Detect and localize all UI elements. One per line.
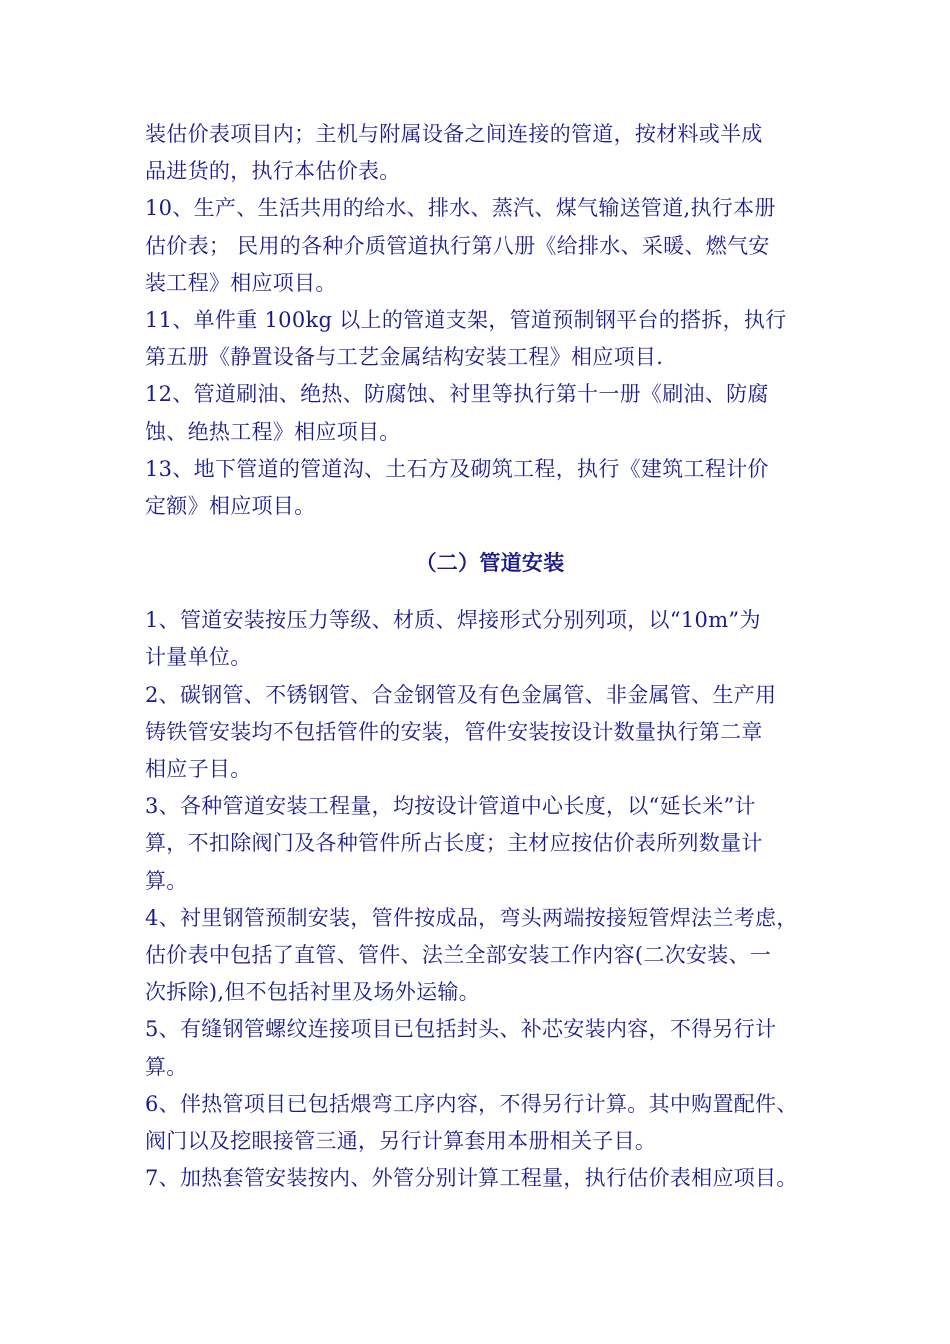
text-line: 相应子目。 bbox=[145, 757, 252, 782]
text-line: 铸铁管安装均不包括管件的安装，管件安装按设计数量执行第二章 bbox=[145, 719, 763, 744]
document-page bbox=[145, 116, 825, 1197]
text-line: 计量单位。 bbox=[145, 645, 252, 670]
list-item-11 bbox=[145, 302, 825, 376]
text-line: 装工程》相应项目。 bbox=[145, 270, 337, 295]
continued-paragraph bbox=[145, 116, 825, 190]
list-item-4 bbox=[145, 900, 825, 1012]
text-line: 11、单件重 100kg 以上的管道支架，管道预制钢平台的搭拆，执行 bbox=[145, 308, 787, 333]
text-line: 1、管道安装按压力等级、材质、焊接形式分别列项，以“10m”为 bbox=[145, 608, 761, 633]
text-line: 6、伴热管项目已包括煨弯工序内容，不得另行计算。其中购置配件、 bbox=[145, 1091, 798, 1116]
list-item-3 bbox=[145, 788, 825, 900]
text-line: 蚀、绝热工程》相应项目。 bbox=[145, 419, 401, 444]
list-item-2 bbox=[145, 677, 825, 789]
text-line: 装估价表项目内；主机与附属设备之间连接的管道，按材料或半成 bbox=[145, 122, 763, 146]
list-item-6 bbox=[145, 1086, 825, 1160]
text-line: 算。 bbox=[145, 868, 188, 893]
text-line: 7、加热套管安装按内、外管分别计算工程量，执行估价表相应项目。 bbox=[145, 1166, 798, 1191]
text-line: 2、碳钢管、不锈钢管、合金钢管及有色金属管、非金属管、生产用 bbox=[145, 682, 777, 707]
text-line: 第五册《静置设备与工艺金属结构安装工程》相应项目. bbox=[145, 345, 664, 370]
text-line: 5、有缝钢管螺纹连接项目已包括封头、补芯安装内容，不得另行计 bbox=[145, 1017, 777, 1042]
text-line: 次拆除),但不包括衬里及场外运输。 bbox=[145, 980, 480, 1005]
list-item-10 bbox=[145, 190, 825, 302]
text-line: 算，不扣除阀门及各种管件所占长度；主材应按估价表所列数量计 bbox=[145, 831, 763, 856]
text-line: 估价表； 民用的各种介质管道执行第八册《给排水、采暖、燃气安 bbox=[145, 233, 770, 258]
list-item-7 bbox=[145, 1160, 825, 1197]
text-line: 算。 bbox=[145, 1054, 188, 1079]
section-heading: （二）管道安装 bbox=[415, 551, 565, 576]
text-line: 3、各种管道安装工程量，均按设计管道中心长度，以“延长米”计 bbox=[145, 794, 756, 819]
list-item-1 bbox=[145, 602, 825, 676]
list-item-12 bbox=[145, 376, 825, 450]
list-item-13 bbox=[145, 451, 825, 525]
text-line: 4、衬里钢管预制安装，管件按成品，弯头两端按接短管焊法兰考虑， bbox=[145, 905, 798, 930]
text-line: 13、地下管道的管道沟、土石方及砌筑工程，执行《建筑工程计价 bbox=[145, 456, 769, 481]
text-line: 阀门以及挖眼接管三通，另行计算套用本册相关子目。 bbox=[145, 1129, 657, 1154]
text-line: 品进货的，执行本估价表。 bbox=[145, 159, 401, 184]
text-line: 定额》相应项目。 bbox=[145, 494, 316, 519]
text-line: 估价表中包括了直管、管件、法兰全部安装工作内容(二次安装、一 bbox=[145, 943, 772, 968]
text-line: 12、管道刷油、绝热、防腐蚀、衬里等执行第十一册《刷油、防腐 bbox=[145, 382, 769, 407]
list-item-5 bbox=[145, 1011, 825, 1085]
text-line: 10、生产、生活共用的给水、排水、蒸汽、煤气输送管道,执行本册 bbox=[145, 196, 776, 221]
